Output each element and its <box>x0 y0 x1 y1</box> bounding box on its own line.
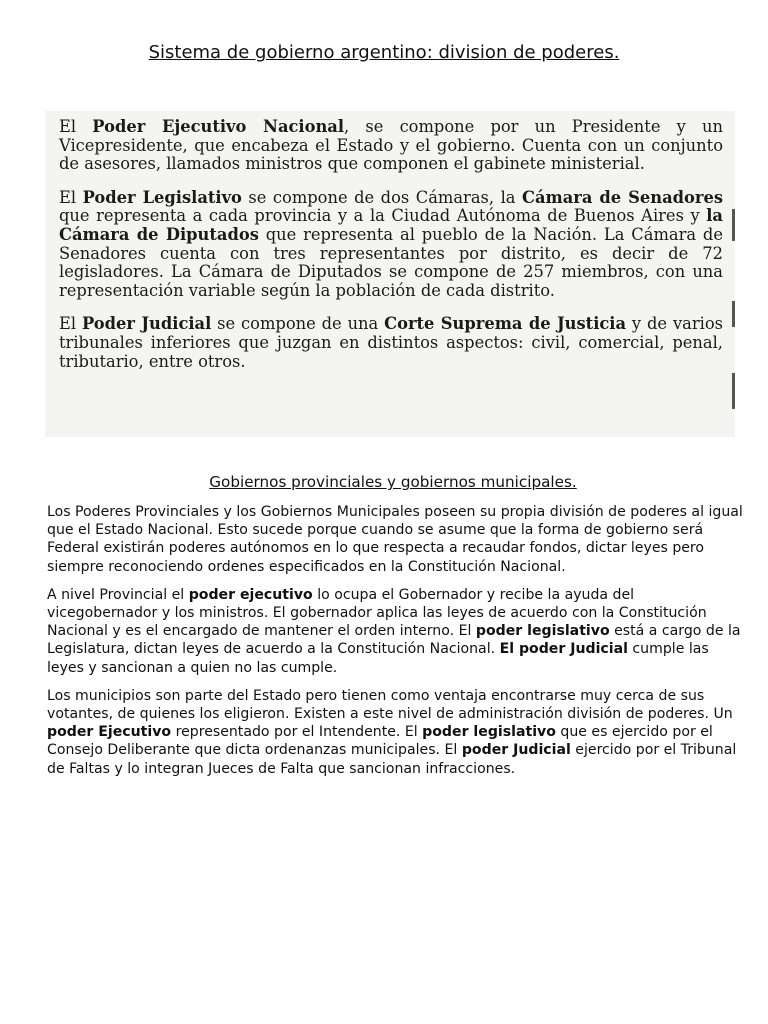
scanned-text <box>59 118 723 386</box>
scan-edge-mark <box>732 373 735 409</box>
body-paragraph-1: Los Poderes Provinciales y los Gobiernos Municipales poseen su propia división de poderes al igual que el Estado Nacional. Esto sucede porque cuando se asume que la forma de gobierno será Federal existirán poderes autónomos en lo que respecta a recaudar fondos, dictar leyes pero siempre reconociendo ordenes especificados en la Constitución Nacional. <box>47 504 743 575</box>
body-text <box>47 503 747 788</box>
scan-edge-mark <box>732 209 735 241</box>
scan-paragraph-judicial: El Poder Judicial se compone de una Corte Suprema de Justicia y de varios tribunales inferiores que juzgan en distintos aspectos: civil, comercial, penal, tributario, entre otros. <box>59 314 723 371</box>
scan-paragraph-legislativo: El Poder Legislativo se compone de dos Cámaras, la Cámara de Senadores que representa a cada provincia y a la Ciudad Autónoma de Buenos Aires y la Cámara de Diputados que representa al pueblo de la Nación. La Cámara de Senadores cuenta con tres representantes por distrito, es decir de 72 legisladores. La Cámara de Diputados se compone de 257 miembros, con una representación variable según la población de cada distrito. <box>59 187 723 300</box>
body-paragraph-3: Los municipios son parte del Estado pero tienen como ventaja encontrarse muy cerca de sus votantes, de quienes los eligieron. Existen a este nivel de administración división de poderes. Un poder Ejecutivo representado por el Intendente. El poder legislativo que es ejercido por el Consejo Deliberante que dicta ordenanzas municipales. El poder Judicial ejercido por el Tribunal de Faltas y lo integran Jueces de Falta que sancionan infracciones. <box>47 687 737 777</box>
page-title: Sistema de gobierno argentino: division de poderes. <box>148 42 620 63</box>
scan-edge-mark <box>732 301 735 327</box>
scanned-text-image <box>45 111 735 437</box>
section-subtitle: Gobiernos provinciales y gobiernos municipales. <box>209 473 577 491</box>
scan-paragraph-ejecutivo: El Poder Ejecutivo Nacional, se compone por un Presidente y un Vicepresidente, que encabeza el Estado y el gobierno. Cuenta con un conjunto de asesores, llamados ministros que componen el gabinete ministerial. <box>59 117 723 174</box>
body-paragraph-2: A nivel Provincial el poder ejecutivo lo ocupa el Gobernador y recibe la ayuda del vicegobernador y los ministros. El gobernador aplica las leyes de acuerdo con la Constitución Nacional y es el encargado de mantener el orden interno. El poder legislativo está a cargo de la Legislatura, dictan leyes de acuerdo a la Constitución Nacional. El poder Judicial cumple las leyes y sancionan a quien no las cumple. <box>47 586 741 676</box>
